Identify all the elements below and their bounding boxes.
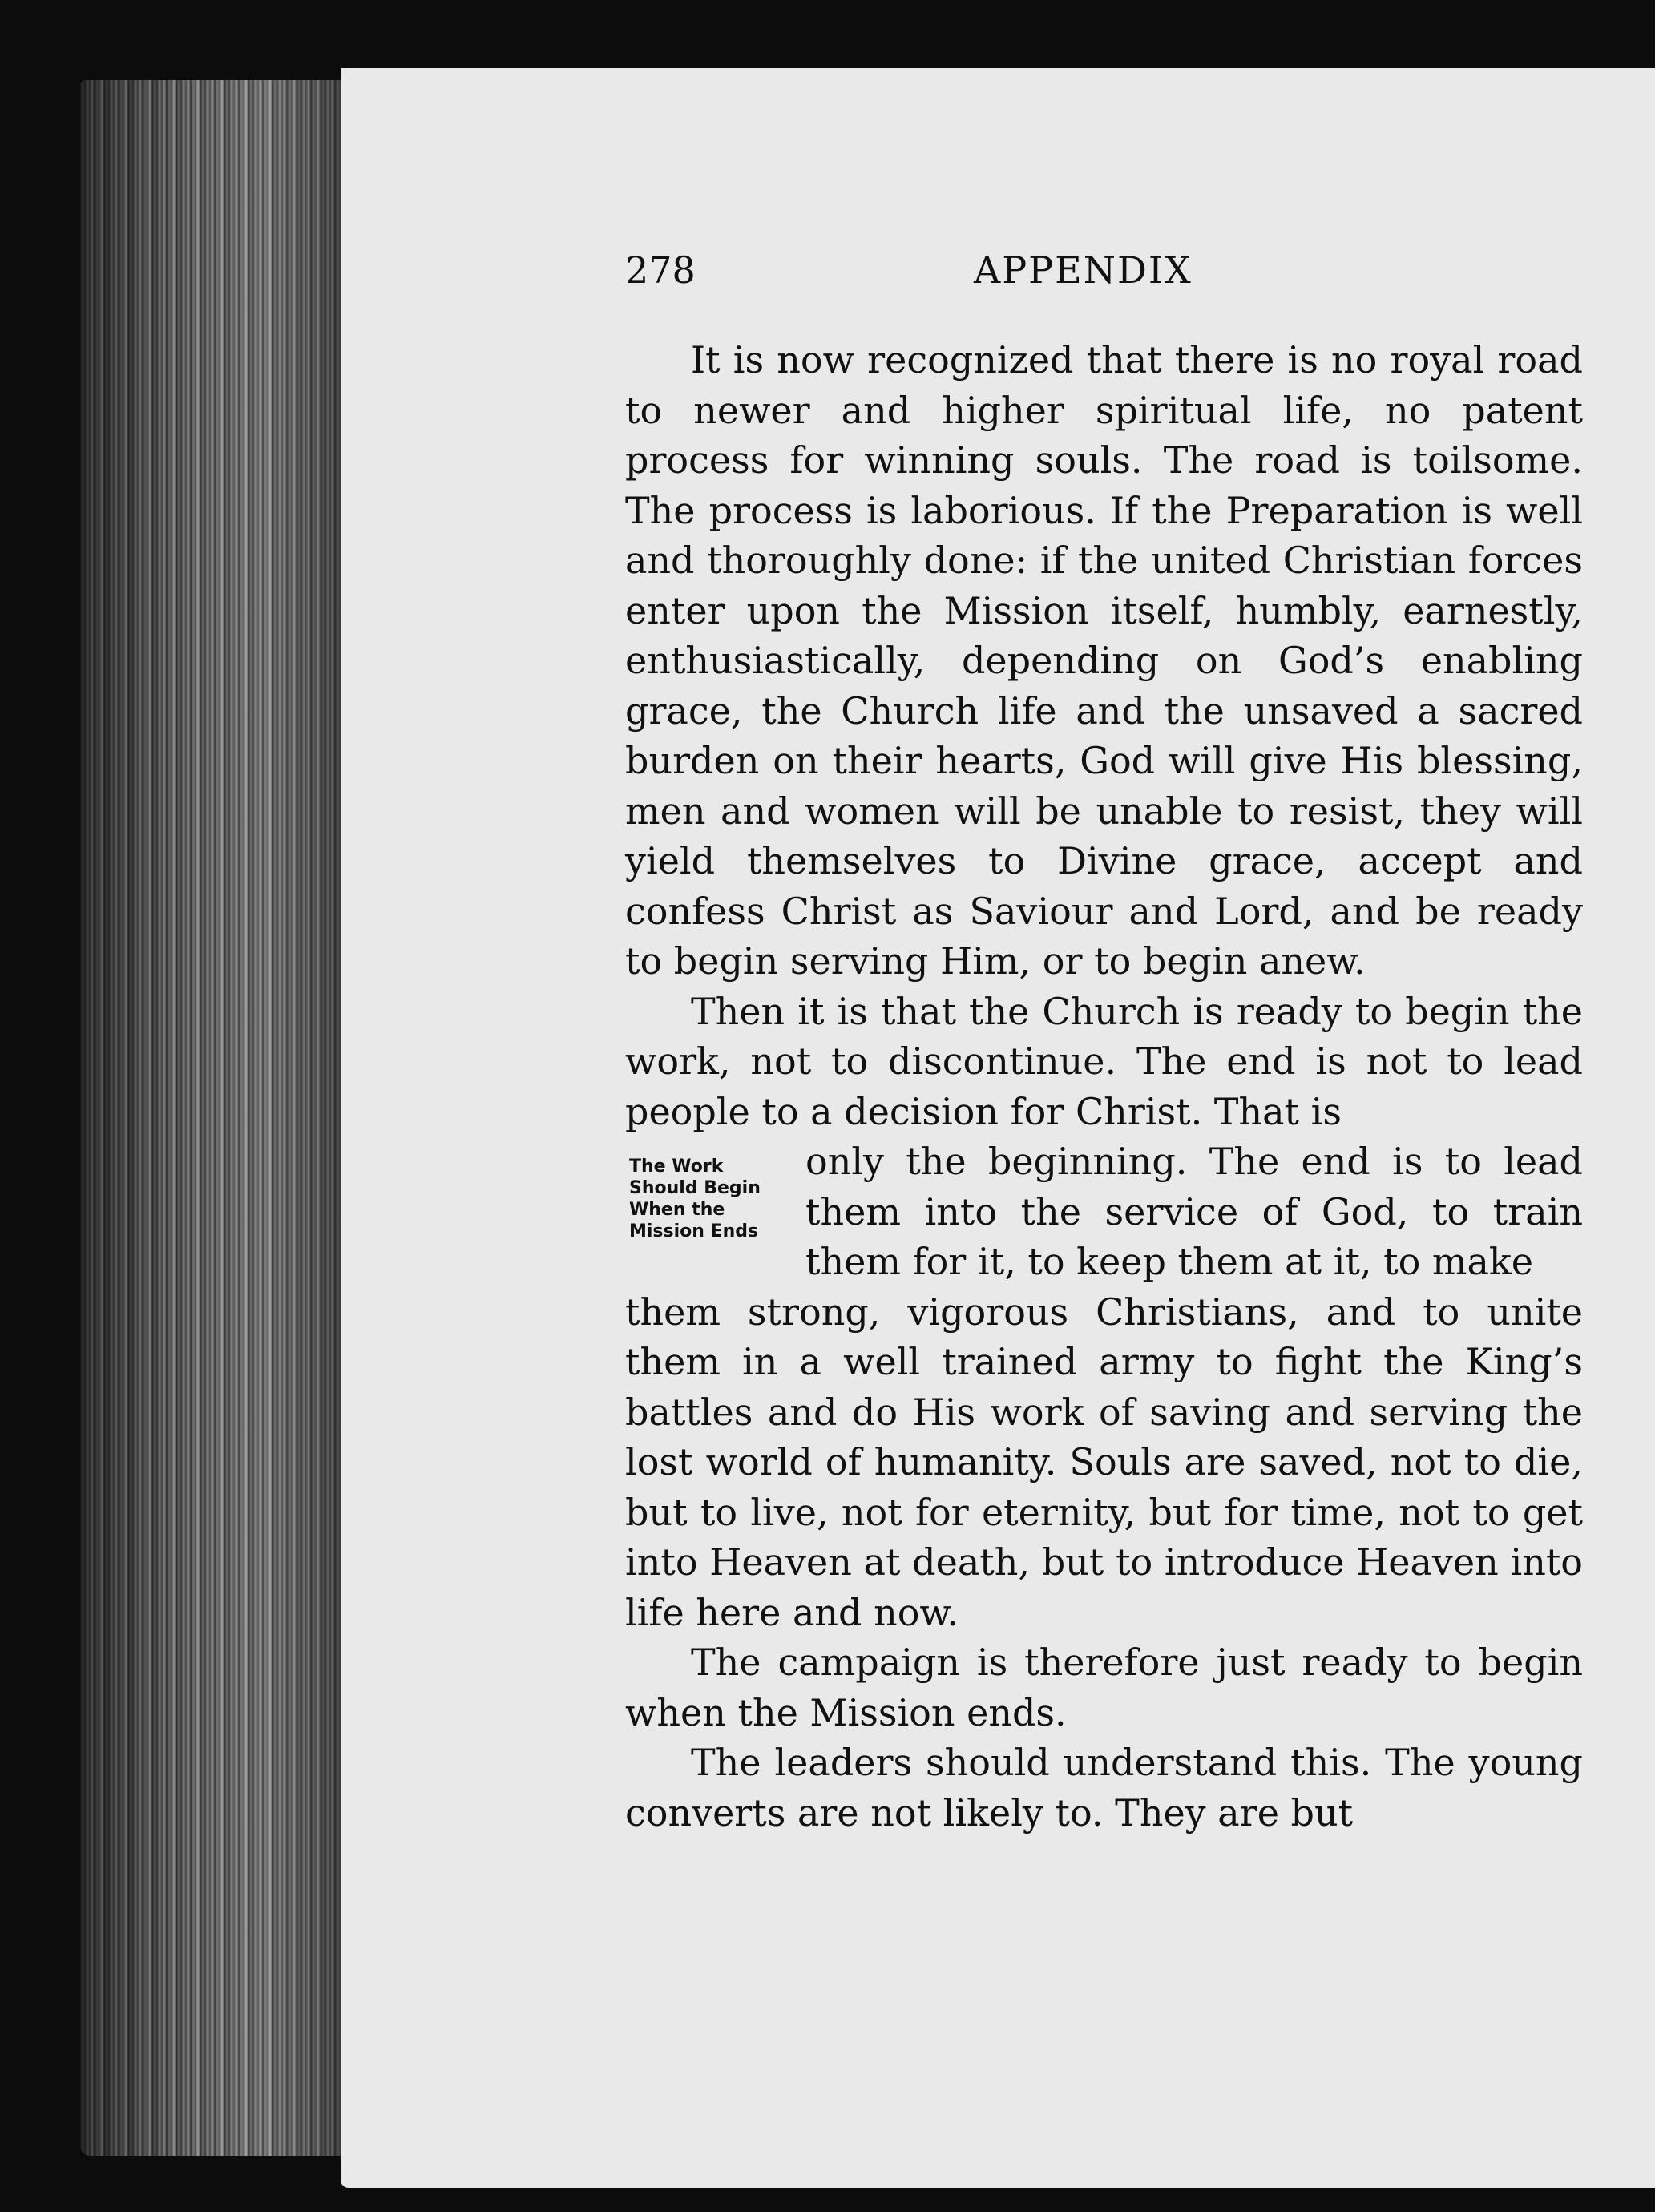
book-spine-edge	[80, 80, 345, 2156]
running-head: APPENDIX	[974, 248, 1193, 292]
paragraph-4: The leaders should understand this. The young converts are not likely to. They are but	[625, 1741, 1583, 1835]
page-number: 278	[625, 248, 696, 292]
paragraph-1: It is now recognized that there is no royal road to newer and higher spiritual life, no patent process for winning souls. The road is toilsome. The process is laborious. If the Preparation is well and thoroughly done: if the united Christian forces enter upon the Mission itself, humbly, earnestly, enthusiastically, depending on God’s enabling grace, the Church life and the unsaved a sacred burden on their hearts, God will give His blessing, men and women will be unable to resist, they will yield themselves to Divine grace, accept and confess Christ as Saviour and Lord, and be ready to begin serving Him, or to begin anew.	[625, 338, 1583, 983]
page-header	[625, 248, 1579, 305]
paragraph-3: The campaign is therefore just ready to begin when the Mission ends.	[625, 1641, 1583, 1734]
margin-note: The Work Should Begin When the Mission Ends	[629, 1156, 761, 1241]
paragraph-2-end: them strong, vigorous Christians, and to unite them in a well trained army to fight the King’s battles and do His work of saving and serving the lost world of humanity. Souls are saved, not to die, but to live, not for eternity, but for time, not to get into Heaven at death, but to introduce Heaven into life here and now.	[625, 1290, 1583, 1634]
paragraph-2-continued: only the beginning. The end is to lead them into the service of God, to train them for it, to keep them at it, to make	[805, 1140, 1583, 1283]
body-text	[625, 335, 1583, 1838]
paragraph-2: Then it is that the Church is ready to begin the work, not to discontinue. The end is not to lead people to a decision for Christ. That is	[625, 989, 1583, 1133]
